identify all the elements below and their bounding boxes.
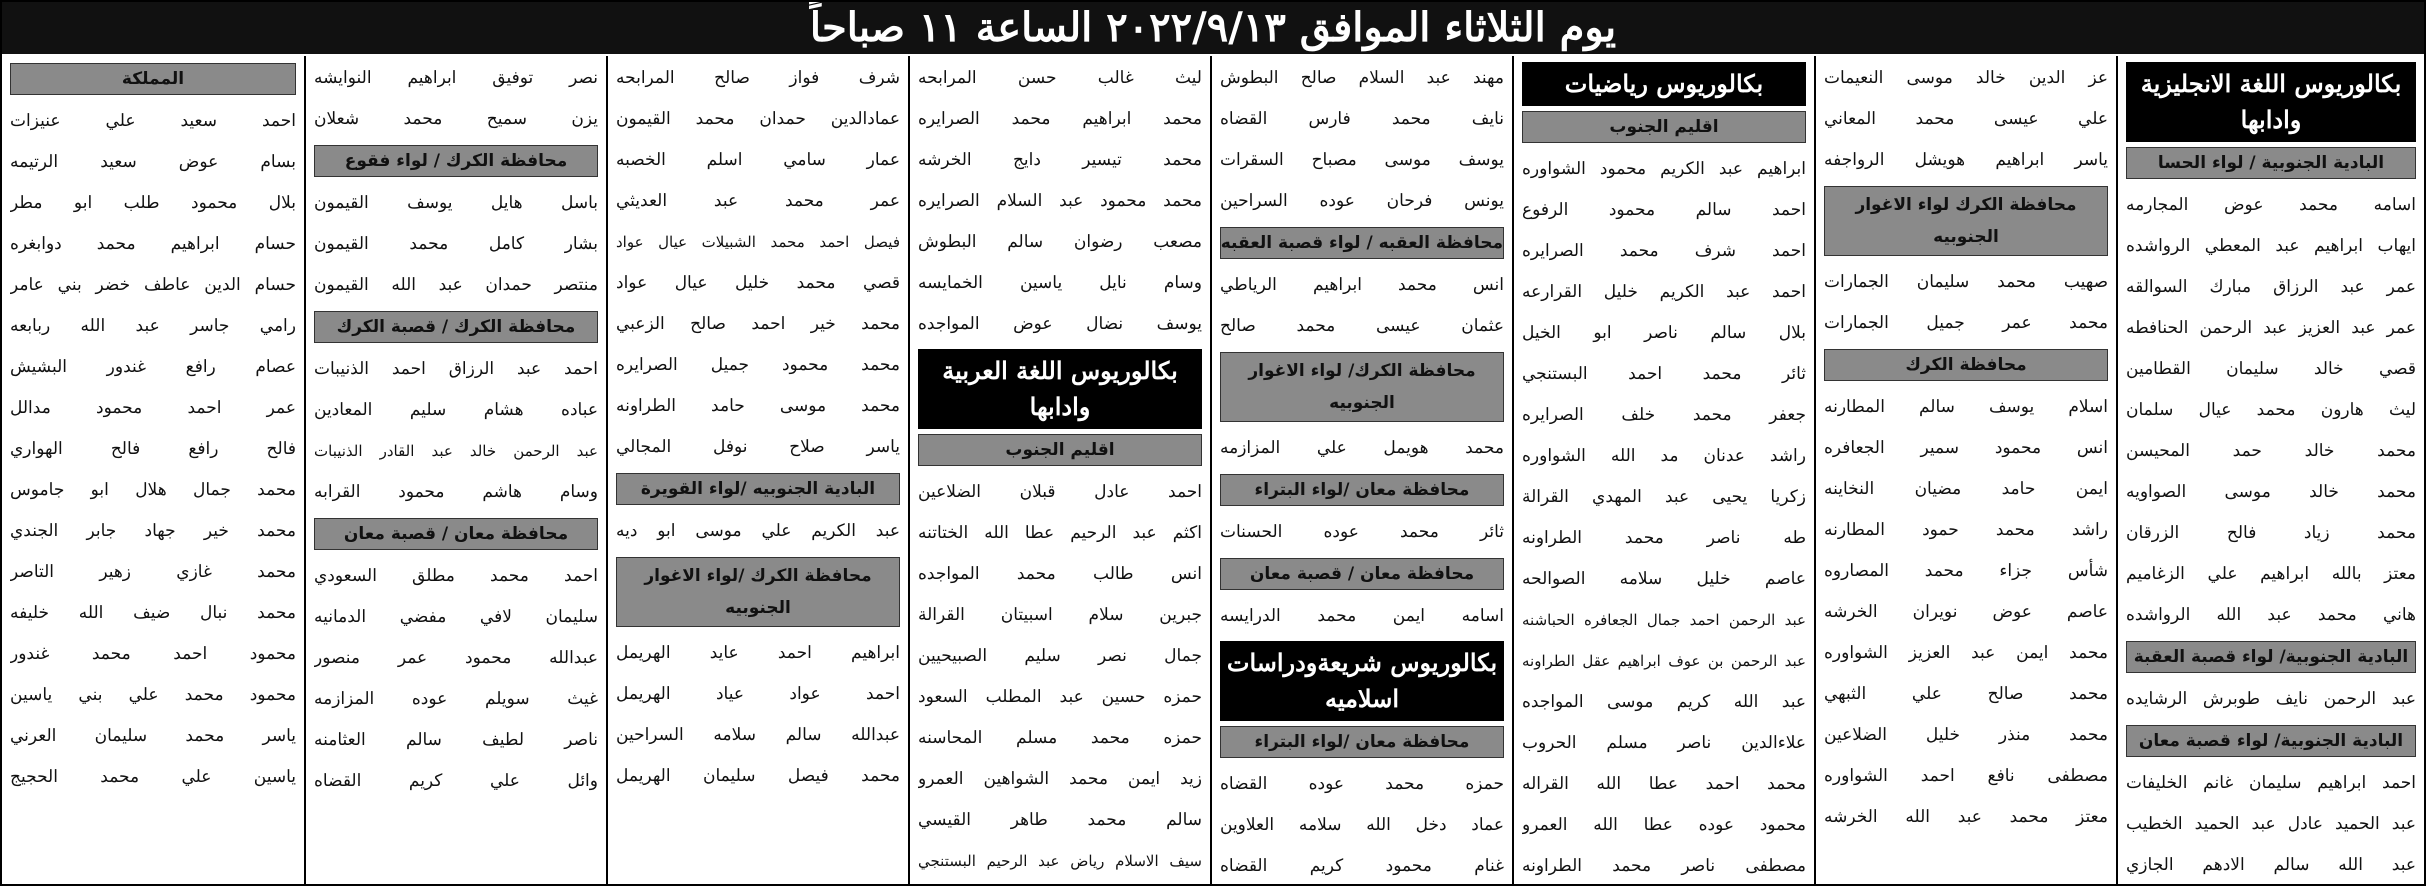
name-entry: محمد محمود عبد السلام الصرايره <box>918 191 1202 211</box>
name-entry: عاصم عوض نويران الخرشه <box>1824 602 2108 622</box>
name-entry: احمد عبد الرزاق احمد الذنيبات <box>314 359 598 379</box>
name-entry: يونس فرحان عوده السراحين <box>1220 191 1504 211</box>
name-entry: مصطفى ناصر محمد الطراونه <box>1522 856 1806 876</box>
region-header: المملكة <box>10 63 296 95</box>
name-entry: محمد فيصل سليمان الهريمل <box>616 766 900 786</box>
name-entry: عمر محمد عبد العديثي <box>616 191 900 211</box>
name-entry: عبد الرحمن نايف طوبرش الرشايده <box>2126 689 2416 709</box>
name-entry: عثمان عيسى محمد صالح <box>1220 316 1504 336</box>
name-entry: محمد احمد عطا الله القراله <box>1522 774 1806 794</box>
region-header: محافظة الكرك /لواء الاغوار الجنوبيه <box>616 557 900 627</box>
name-entry: عبد الكريم علي موسى ابو ديه <box>616 521 900 541</box>
region-header: محافظة معان /لواء البتراء <box>1220 726 1504 758</box>
name-entry: نايف محمد فارس القضاه <box>1220 109 1504 129</box>
name-entry: عمر احمد محمود مدالل <box>10 398 296 418</box>
name-entry: محمد محمود جميل الصرايره <box>616 355 900 375</box>
region-header: البادية الجنوبية/ لواء قصبة معان <box>2126 725 2416 757</box>
name-entry: عبدالله محمود عمر منصور <box>314 648 598 668</box>
name-entry: عبد الرحمن احمد جمال الجعافره الحباشنه <box>1522 611 1806 629</box>
name-entry: محمد خير جهاد جابر الجندي <box>10 521 296 541</box>
name-entry: قصي محمد خليل عيال عواد <box>616 273 900 293</box>
name-entry: عمر عبد الرزاق مبارك السوالقه <box>2126 277 2416 297</box>
name-entry: حمزه محمد عوده القضاه <box>1220 774 1504 794</box>
column-4 <box>1210 56 1512 884</box>
name-entry: حمزه محمد مسلم المحاسنه <box>918 728 1202 748</box>
name-entry: بشار كامل محمد القيمون <box>314 234 598 254</box>
name-entry: مصطفى نافع احمد الشواوره <box>1824 766 2108 786</box>
name-entry: عاصم خليل سلامه الصوالحه <box>1522 569 1806 589</box>
column-3 <box>1512 56 1814 884</box>
name-entry: بسام عوض سعيد الرتيمه <box>10 152 296 172</box>
name-entry: راشد محمد حمود المطارنه <box>1824 520 2108 540</box>
name-entry: ثائر محمد احمد البستنجي <box>1522 364 1806 384</box>
name-entry: محمد ابراهيم محمد الصرايره <box>918 109 1202 129</box>
name-entry: احمد ابراهيم سليمان غانم الخليفات <box>2126 773 2416 793</box>
name-entry: فيصل احمد محمد الشبيلات عيال عواد <box>616 233 900 251</box>
name-entry: حمزه حسين عبد المطلب السعود <box>918 687 1202 707</box>
name-entry: سيف الاسلام رياض عبد الرحيم البستنجي <box>918 852 1202 870</box>
name-entry: محمد زياد فالح الزرقان <box>2126 523 2416 543</box>
name-entry: ليث هارون محمد عيال سلمان <box>2126 400 2416 420</box>
name-entry: اسلام يوسف سالم المطارنه <box>1824 397 2108 417</box>
degree-title: بكالوريوس اللغة الانجليزية وادابها <box>2126 62 2416 142</box>
name-entry: ياسر ابراهيم هويشل الرواجفه <box>1824 150 2108 170</box>
name-entry: وائل علي كريم القضاه <box>314 771 598 791</box>
name-entry: محمد نبال ضيف الله خليفه <box>10 603 296 623</box>
name-entry: علاءالدين ناصر مسلم الحروب <box>1522 733 1806 753</box>
name-entry: اكثم عبد الرحيم عطا الله الختاتنه <box>918 523 1202 543</box>
name-entry: محمد خير احمد صالح الزعبي <box>616 314 900 334</box>
name-entry: هاني محمد عبد الله الرواشده <box>2126 605 2416 625</box>
name-entry: حسام الدين عاطف خضر بني عامر <box>10 275 296 295</box>
name-entry: ابراهيم عبد الكريم محمود الشواوره <box>1522 159 1806 179</box>
name-entry: ليث غالب حسن المرابحه <box>918 68 1202 88</box>
name-entry: عبد الله سالم الادهم الجازي <box>2126 855 2416 875</box>
name-entry: قصي خالد سليمان القطامين <box>2126 359 2416 379</box>
name-entry: انس محمد ابراهيم الرياطي <box>1220 275 1504 295</box>
name-entry: سالم محمد طاهر القيسي <box>918 810 1202 830</box>
name-entry: احمد محمد مطلق السعودي <box>314 566 598 586</box>
name-entry: اسامه محمد عوض المجارمه <box>2126 195 2416 215</box>
region-header: محافظة الكرك/ لواء الاغوار الجنوبيه <box>1220 352 1504 422</box>
name-entry: ايمن حامد مضيان النخاينه <box>1824 479 2108 499</box>
name-entry: احمد عادل قبلان الضلاعين <box>918 482 1202 502</box>
region-header: محافظة الكرك / قصبة الكرك <box>314 311 598 343</box>
name-entry: معتز محمد عبد الله الخرشه <box>1824 807 2108 827</box>
name-entry: محمد تيسير دايج الخرشه <box>918 150 1202 170</box>
name-entry: وسام هاشم محمود القرابه <box>314 482 598 502</box>
name-entry: عبد الله كريم موسى المواجده <box>1522 692 1806 712</box>
name-entry: ابراهيم احمد عايد الهريمل <box>616 643 900 663</box>
name-entry: يوسف نضال عوض المواجده <box>918 314 1202 334</box>
name-entry: مصعب رضوان سالم البطوش <box>918 232 1202 252</box>
name-entry: احمد سعيد علي عنيزات <box>10 111 296 131</box>
name-entry: محمد خالد حمد المحيسن <box>2126 441 2416 461</box>
name-entry: محمد موسى حامد الطراونه <box>616 396 900 416</box>
name-entry: ياسر محمد سليمان العرني <box>10 726 296 746</box>
name-entry: عمار سامي اسلم الخصبه <box>616 150 900 170</box>
name-entry: وسام نايل ياسين الخمايسه <box>918 273 1202 293</box>
name-entry: محمد عمر جميل الجمارات <box>1824 313 2108 333</box>
name-entry: محمد جمال هلال ابو جاموس <box>10 480 296 500</box>
region-header: محافظة معان / قصبة معان <box>314 518 598 550</box>
region-header: محافظة الكرك / لواء فقوع <box>314 145 598 177</box>
date-banner: يوم الثلاثاء الموافق ٢٠٢٢/٩/١٣ الساعة ١١ صباحاً <box>2 2 2424 54</box>
name-entry: عبد الحميد عادل عبد الحميد الخطيب <box>2126 814 2416 834</box>
name-entry: نصر توفيق ابراهيم النوايشه <box>314 68 598 88</box>
name-entry: احمد عبد الكريم خليل القرارعه <box>1522 282 1806 302</box>
name-entry: اسامه ايمن محمد الدرايسه <box>1220 606 1504 626</box>
name-entry: انس طالب محمد المواجده <box>918 564 1202 584</box>
name-entry: احمد سالم محمود الرفوع <box>1522 200 1806 220</box>
name-columns <box>2 56 2424 884</box>
name-entry: عمادالدين حمدان محمد القيمون <box>616 109 900 129</box>
column-1 <box>2116 56 2424 884</box>
name-entry: عبد الرحمن خالد عبد القادر الذنيبات <box>314 442 598 460</box>
name-entry: علي عيسى محمد المعاني <box>1824 109 2108 129</box>
region-header: البادية الجنوبيه /لواء القويرة <box>616 473 900 505</box>
region-header: محافظة الكرك لواء الاغوار الجنوبيه <box>1824 186 2108 256</box>
region-header: محافظة العقبه / لواء قصبة العقبه <box>1220 227 1504 259</box>
name-entry: غيث سويلم عوده المزازمه <box>314 689 598 709</box>
region-header: محافظة معان /لواء البتراء <box>1220 474 1504 506</box>
region-header: محافظة معان / قصبة معان <box>1220 558 1504 590</box>
name-entry: مهند عبد السلام صالح البطوش <box>1220 68 1504 88</box>
name-entry: زيد ايمن محمد الشواهين العمرو <box>918 769 1202 789</box>
name-entry: احمد شرف محمد الصرايره <box>1522 241 1806 261</box>
column-8 <box>2 56 304 884</box>
name-entry: بلال محمود طلب ابو مطر <box>10 193 296 213</box>
name-entry: محمد خالد موسى الصواويه <box>2126 482 2416 502</box>
name-entry: شرف فواز صالح المرابحه <box>616 68 900 88</box>
name-entry: ياسين علي محمد الحجيج <box>10 767 296 787</box>
name-entry: عمر عبد العزيز عبد الرحمن الحنافطه <box>2126 318 2416 338</box>
name-entry: محمد منذر خليل الضلاعين <box>1824 725 2108 745</box>
column-5 <box>908 56 1210 884</box>
name-entry: احمد عواد عياد الهريمل <box>616 684 900 704</box>
name-entry: يوسف موسى مصباح السقرات <box>1220 150 1504 170</box>
name-entry: غنام محمود كريم القضاه <box>1220 856 1504 876</box>
name-entry: محمود احمد محمد غندور <box>10 644 296 664</box>
name-entry: محمد هويمل علي المزازمه <box>1220 438 1504 458</box>
name-entry: يزن سميح محمد شعلان <box>314 109 598 129</box>
name-entry: ايهاب ابراهيم عبد المعطي الرواشده <box>2126 236 2416 256</box>
name-entry: راشد عدنان مد الله الشواوره <box>1522 446 1806 466</box>
name-entry: عباده هشام سليم المعادين <box>314 400 598 420</box>
name-entry: حسام ابراهيم محمد دوابغره <box>10 234 296 254</box>
name-entry: باسل هايل يوسف القيمون <box>314 193 598 213</box>
name-entry: ثائر محمد عوده الحسنات <box>1220 522 1504 542</box>
name-entry: معتز بالله ابراهيم علي الزغاميم <box>2126 564 2416 584</box>
name-entry: عز الدين خالد موسى النعيمات <box>1824 68 2108 88</box>
name-entry: رامي جاسر عبد الله ربابعه <box>10 316 296 336</box>
name-entry: محمد صالح علي الثبهي <box>1824 684 2108 704</box>
region-header: محافظة الكرك <box>1824 349 2108 381</box>
name-entry: طه ناصر محمد الطراونه <box>1522 528 1806 548</box>
name-entry: سليمان لافي مفضي الدمانيه <box>314 607 598 627</box>
name-entry: عصام رافع غندور البشيش <box>10 357 296 377</box>
name-entry: عماد دخل الله سلامه العلاوين <box>1220 815 1504 835</box>
name-entry: زكريا يحيى عبد المهدي القرالة <box>1522 487 1806 507</box>
name-entry: فالح رافع فالح الهواري <box>10 439 296 459</box>
degree-title: بكالوريوس اللغة العربية وادابها <box>918 349 1202 429</box>
region-header: البادية الجنوبية/ لواء قصبة العقبة <box>2126 641 2416 673</box>
name-entry: انس محمود سمير الجعافره <box>1824 438 2108 458</box>
name-entry: جمال نصر سليم الصبيحيين <box>918 646 1202 666</box>
name-entry: محمود عوده عطا الله العمرو <box>1522 815 1806 835</box>
degree-title: بكالوريوس رياضيات <box>1522 62 1806 106</box>
region-header: البادية الجنوبية / لواء الحسا <box>2126 147 2416 179</box>
name-entry: صهيب محمد سليمان الجمارات <box>1824 272 2108 292</box>
name-entry: عبد الرحمن بن عوف ابراهيم عقل الطراونه <box>1522 652 1806 670</box>
region-header: اقليم الجنوب <box>1522 111 1806 143</box>
name-entry: جبرين سلام اسبيتان القرالة <box>918 605 1202 625</box>
name-entry: عبدالله سالم سلامه السراحين <box>616 725 900 745</box>
column-2 <box>1814 56 2116 884</box>
name-entry: محمد غازي زهير التاصر <box>10 562 296 582</box>
name-entry: جعفر محمد خلف الصرايره <box>1522 405 1806 425</box>
name-entry: بلال سالم ناصر ابو الخيل <box>1522 323 1806 343</box>
column-7 <box>304 56 606 884</box>
name-entry: محمود محمد علي بني ياسين <box>10 685 296 705</box>
name-entry: ناصر لطيف سالم العثامنه <box>314 730 598 750</box>
name-entry: ياسر صلاح نوفل المجالي <box>616 437 900 457</box>
region-header: اقليم الجنوب <box>918 434 1202 466</box>
name-entry: شأس جزاء محمد المصاروه <box>1824 561 2108 581</box>
name-entry: منتصر حمدان عبد الله القيمون <box>314 275 598 295</box>
column-6 <box>606 56 908 884</box>
name-entry: محمد ايمن عبد العزيز الشواوره <box>1824 643 2108 663</box>
degree-title: بكالوريوس شريعةودراسات اسلاميه <box>1220 641 1504 721</box>
